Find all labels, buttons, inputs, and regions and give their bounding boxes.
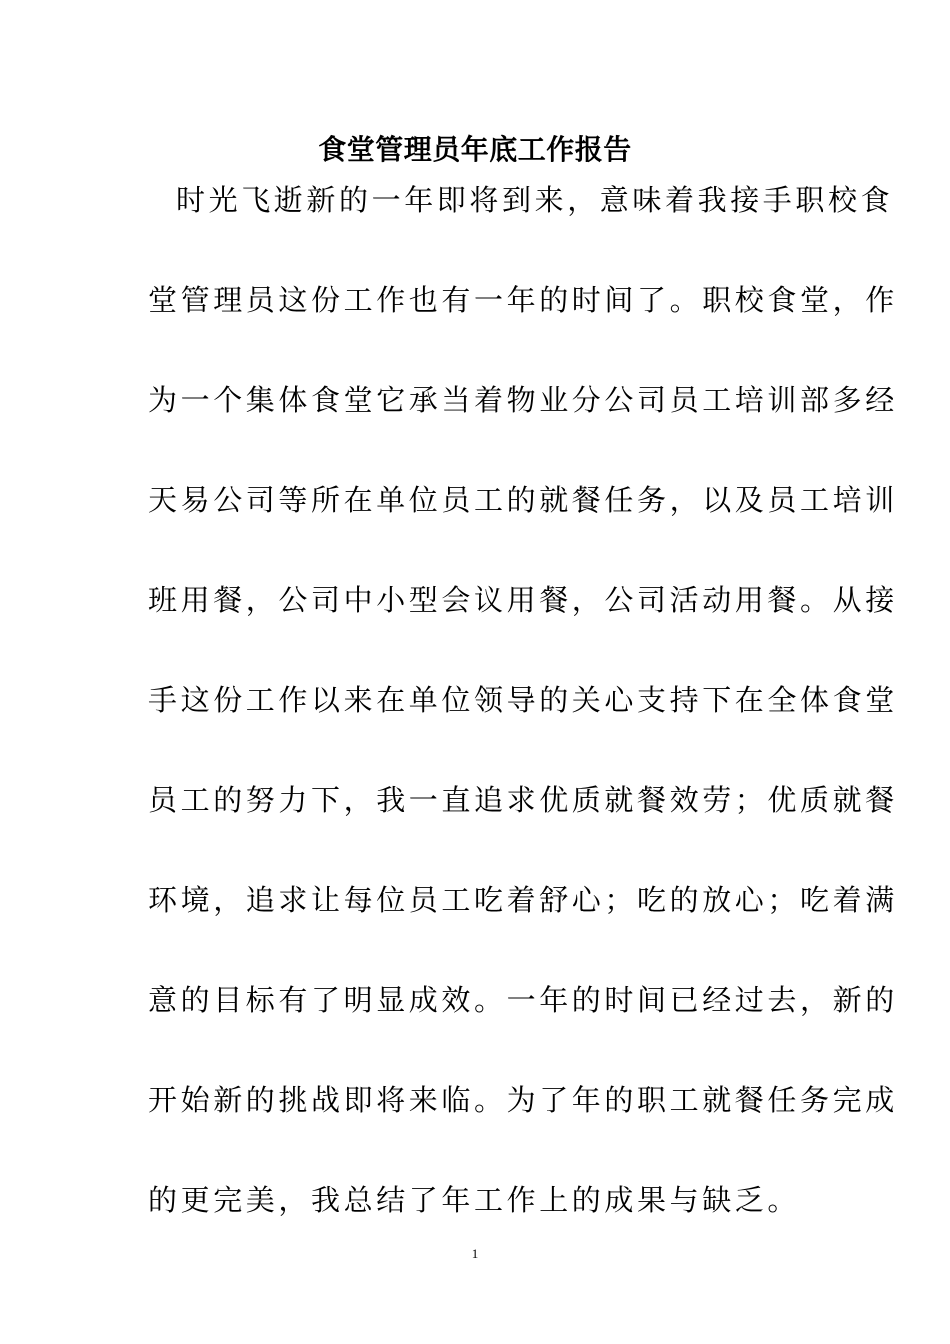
paragraph-line: 时光飞逝新的一年即将到来，意味着我接手职校食	[176, 183, 894, 217]
paragraph-line: 的更完美，我总结了年工作上的成果与缺乏。	[148, 1183, 801, 1217]
document-title: 食堂管理员年底工作报告	[318, 133, 632, 166]
paragraph-line: 天易公司等所在单位员工的就餐任务，以及员工培训	[148, 483, 898, 517]
paragraph-line: 开始新的挑战即将来临。为了年的职工就餐任务完成	[148, 1083, 898, 1117]
paragraph-line: 环境，追求让每位员工吃着舒心；吃的放心；吃着满	[148, 883, 898, 917]
page-number: 1	[471, 1246, 479, 1261]
body-paragraph	[148, 150, 898, 1250]
paragraph-line: 手这份工作以来在单位领导的关心支持下在全体食堂	[148, 683, 898, 717]
paragraph-line: 员工的努力下，我一直追求优质就餐效劳；优质就餐	[148, 783, 898, 817]
paragraph-line: 堂管理员这份工作也有一年的时间了。职校食堂，作	[148, 283, 898, 317]
paragraph-line: 意的目标有了明显成效。一年的时间已经过去，新的	[148, 983, 898, 1017]
paragraph-line: 为一个集体食堂它承当着物业分公司员工培训部多经	[148, 383, 898, 417]
paragraph-line: 班用餐，公司中小型会议用餐，公司活动用餐。从接	[148, 583, 898, 617]
